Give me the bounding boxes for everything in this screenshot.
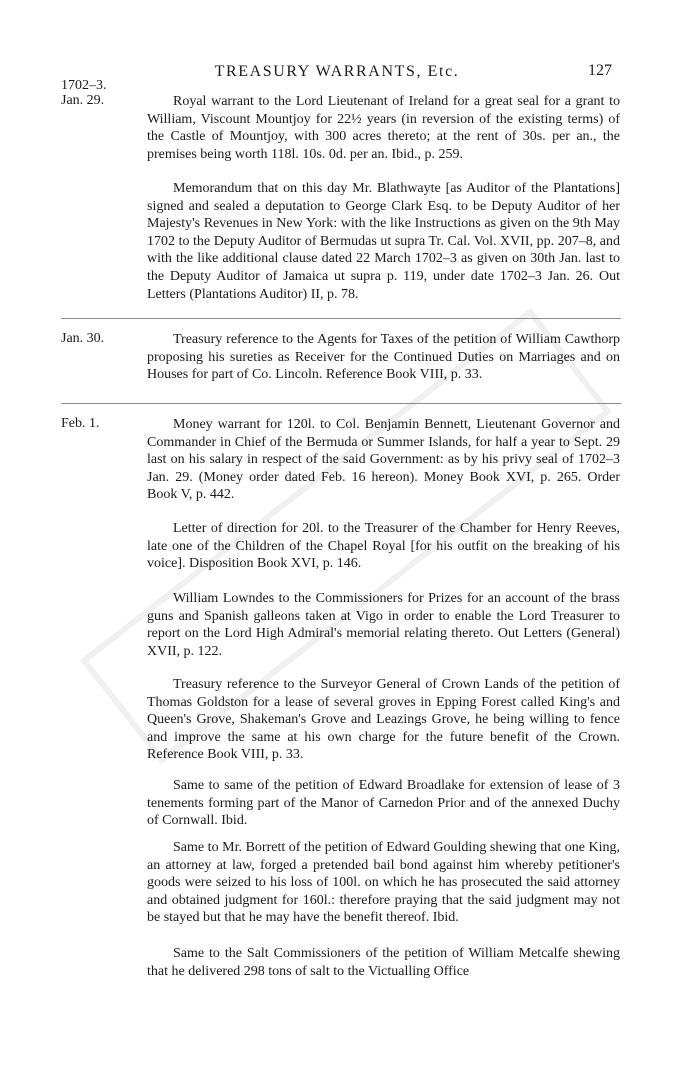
entry-text: Memorandum that on this day Mr. Blathwayte [as Auditor of the Plantations] signed and sealed a deputation to George Clark Esq. to be Deputy Auditor of her Majesty's Revenues in New York: with the like Instructions as given on the 9th May 1702 to the Deputy Auditor of Bermudas ut supra Tr. Cal. Vol. XVII, pp. 207–8, and with the like additional clause dated 22 March 1702–3 as given on 30th Jan. last to the Deputy Auditor of Jamaica ut supra p. 119, under date 1702–3 Jan. 26. Out Letters (Plantations Auditor) II, p. 78. [147,181,620,302]
divider [61,403,621,404]
entry-text: Money warrant for 120l. to Col. Benjamin Bennett, Lieutenant Governor and Commander in Chief of the Bermuda or Summer Islands, for half a year to Sept. 29 last on his salary in respect of the said Government: as by his privy seal of 1702–3 Jan. 29. (Money order dated Feb. 16 hereon). Money Book XVI, p. 265. Order Book V, p. 442. [147,417,620,503]
entry-text: Treasury reference to the Surveyor General of Crown Lands of the petition of Thomas Goldston for a lease of several groves in Epping Forest called King's and Queen's Grove, Shakeman's Grove and Leazings Grove, he being willing to fence and improve the same at his own charge for the future benefit of the Crown. Reference Book VIII, p. 33. [147,677,620,763]
entry-text: William Lowndes to the Commissioners for Prizes for an account of the brass guns and Spanish galleons taken at Vigo in order to enable the Lord Treasurer to report on the Lord High Admiral's memorial relating thereto. Out Letters (General) XVII, p. 122. [147,591,620,659]
entry-text: Letter of direction for 20l. to the Treasurer of the Chamber for Henry Reeves, late one of the Children of the Chapel Royal [for his outfit on the breaking of his voice]. Disposition Book XVI, p. 146. [147,521,620,572]
year-label: 1702–3. [61,78,107,93]
entry-text: Same to same of the petition of Edward Broadlake for extension of lease of 3 tenements forming part of the Manor of Carnedon Prior and of the annexed Duchy of Cornwall. Ibid. [147,778,620,829]
entry-date: Jan. 30. [61,331,105,346]
entry-date: Feb. 1. [61,416,100,431]
running-header: TREASURY WARRANTS, Etc. [214,63,460,80]
page-number: 127 [588,62,612,79]
entry-text: Royal warrant to the Lord Lieutenant of Ireland for a great seal for a grant to William, Viscount Mountjoy for 22½ years (in reversion of the existing terms) of the Castle of Mountjoy, with 300 acres thereto; at the rent of 30s. per an., the premises being worth 118l. 10s. 0d. per an. Ibid., p. 259. [147,94,620,162]
divider [61,318,621,319]
entry-text: Same to the Salt Commissioners of the petition of William Metcalfe shewing that he delivered 298 tons of salt to the Victualling Office [147,946,620,979]
entry-text: Treasury reference to the Agents for Taxes of the petition of William Cawthorp proposing his sureties as Receiver for the Continued Duties on Marriages and on Houses for part of Co. Lincoln. Reference Book VIII, p. 33. [147,332,620,383]
entry-text: Same to Mr. Borrett of the petition of Edward Goulding shewing that one King, an attorney at law, forged a pretended bail bond against him whereby petitioner's goods were seized to his loss of 100l. on which he has prosecuted the said attorney and obtained judgment for 160l.: therefore praying that the said judgment may not be stayed but that he may have the benefit thereof. Ibid. [147,840,620,926]
entry-date: Jan. 29. [61,93,105,108]
